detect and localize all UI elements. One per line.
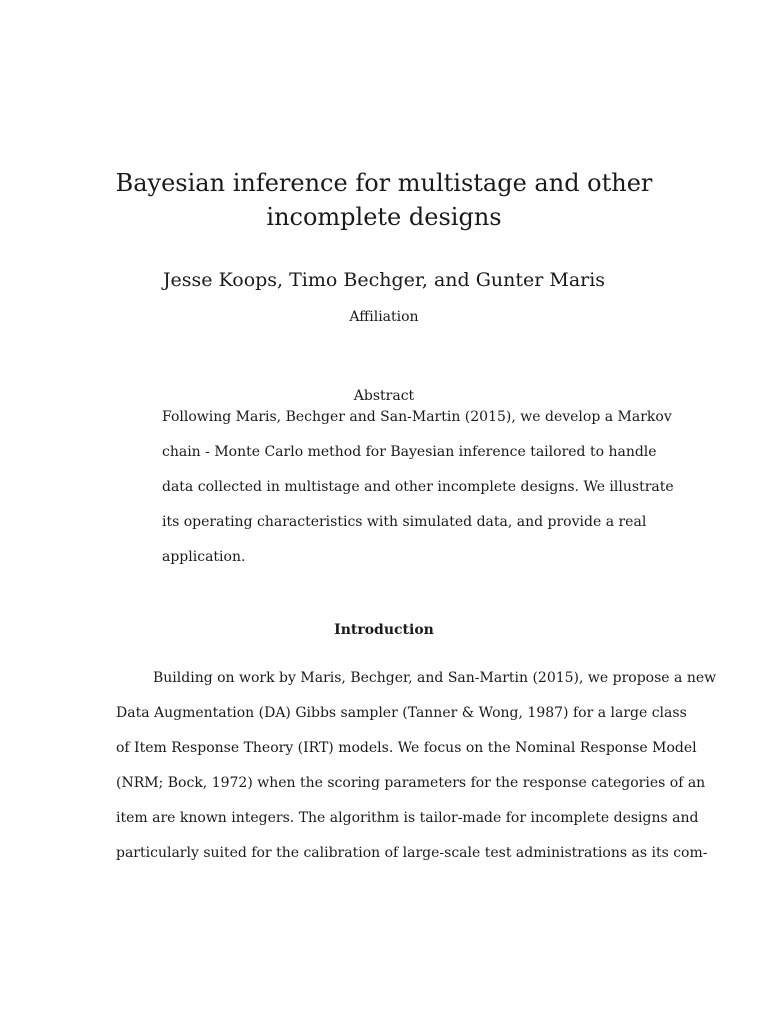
introduction-line: (NRM; Bock, 1972) when the scoring parameters for the response categories of an: [116, 775, 706, 791]
abstract-body: [162, 405, 674, 580]
paper-affiliation: Affiliation: [349, 309, 419, 325]
paper-title-line-2: incomplete designs: [266, 203, 502, 231]
introduction-line: item are known integers. The algorithm is tailor-made for incomplete designs and: [116, 810, 699, 826]
abstract-heading: Abstract: [353, 388, 415, 404]
abstract-line: data collected in multistage and other incomplete designs. We illustrate: [162, 479, 674, 495]
paper-title: [0, 166, 768, 234]
abstract-line: application.: [162, 549, 246, 565]
abstract-line: Following Maris, Bechger and San-Martin (2015), we develop a Markov: [162, 409, 672, 425]
introduction-line: Building on work by Maris, Bechger, and San-Martin (2015), we propose a new: [153, 670, 717, 686]
paper-title-line-1: Bayesian inference for multistage and other: [115, 169, 653, 197]
introduction-line: of Item Response Theory (IRT) models. We focus on the Nominal Response Model: [116, 740, 697, 756]
introduction-heading: Introduction: [334, 622, 434, 638]
introduction-body: [116, 666, 717, 876]
abstract-line: its operating characteristics with simulated data, and provide a real: [162, 514, 647, 530]
abstract-line: chain - Monte Carlo method for Bayesian inference tailored to handle: [162, 444, 657, 460]
introduction-line: Data Augmentation (DA) Gibbs sampler (Tanner & Wong, 1987) for a large class: [116, 705, 687, 721]
paper-authors: Jesse Koops, Timo Bechger, and Gunter Maris: [162, 269, 606, 291]
introduction-line: particularly suited for the calibration of large-scale test administrations as its com-: [116, 845, 708, 861]
